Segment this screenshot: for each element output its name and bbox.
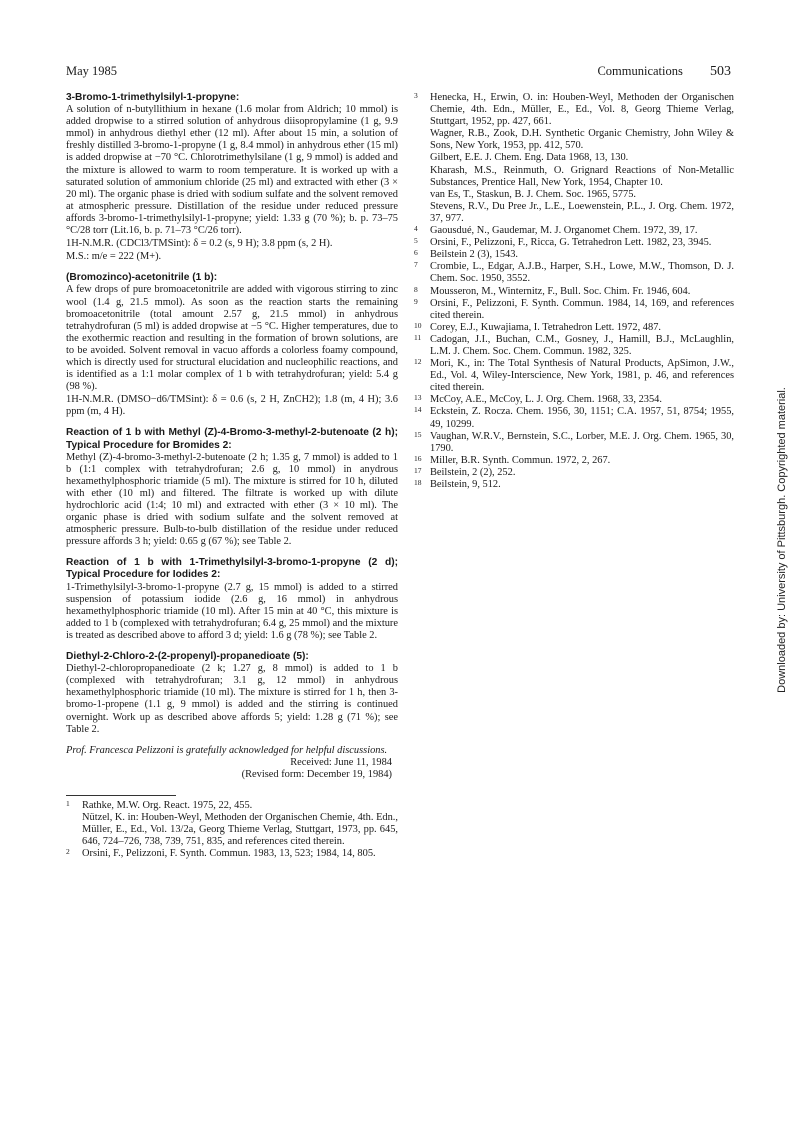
section-title: 3-Bromo-1-trimethylsilyl-1-propyne: [66,92,240,103]
reference-number: 10 [414,320,422,330]
issue-date: May 1985 [66,64,118,78]
reference-item [414,455,734,467]
footnotes [66,800,398,860]
reference-text: van Es, T., Staskun, B. J. Chem. Soc. 1965, 5775. [430,188,636,200]
reference-text: Kharash, M.S., Reinmuth, O. Grignard Reactions of Non-Metallic Substances, Prentice Hall, New York, 1954, Chapter 10. [430,164,734,188]
page-number: 503 [710,64,731,79]
procedure-section [66,92,398,263]
reference-number: 1 [66,798,70,808]
reference-number: 7 [414,260,418,270]
reference-text: Wagner, R.B., Zook, D.H. Synthetic Organic Chemistry, John Wiley & Sons, New York, 1953, pp. 412, 570. [430,128,734,152]
reference-item [414,431,734,455]
reference-number: 14 [414,405,422,415]
reference-number: 13 [414,393,422,403]
reference-text: Nützel, K. in: Houben-Weyl, Methoden der Organischen Chemie, 4th. Edn., Müller, E., Ed., Vol. 13/2a, Georg Thieme Verlag, Stuttgart, 1973, pp. 645, 646, 724–726, 738, 739, 751, 835, and references cited therein. [82,812,398,848]
reference-text: McCoy, A.E., McCoy, L. J. Org. Chem. 1968, 33, 2354. [430,394,662,406]
reference-text: Stevens, R.V., Du Pree Jr., L.E., Loewenstein, P.L., J. Org. Chem. 1972, 37, 977. [430,200,734,224]
reference-number: 18 [414,478,422,487]
spectral-data: 1H-N.M.R. (DMSO−d6/TMSint): δ = 0.6 (s, 2 H, ZnCH2); 1.8 (m, 4 H); 3.6 ppm (m, 4 H). [66,394,398,418]
reference-text: Orsini, F., Pelizzoni, F. Synth. Commun. 1984, 14, 169, and references cited therein. [430,297,734,321]
reference-item [414,237,734,249]
section-body: Diethyl-2-chloropropanedioate (2 k; 1.27 g, 8 mmol) is added to 1 b (complexed with tetrahydrofuran; 3.1 g, 12 mmol) in anhydrous hexamethylphosphoric triamide (10 ml). The mixture is stirred for 1 h, then 3-bromo-1-propene (1.1 g, 9 mmol) is added and the stirring is continued overnight. Work up as described above affords 5; yield: 1.28 g (71 %); see Table 2. [66,663,398,735]
section-title: Reaction of 1 b with 1-Trimethylsilyl-3-bromo-1-propyne (2 d); Typical Procedure for Iodides 2: [66,557,398,581]
reference-text: Eckstein, Z. Rocza. Chem. 1956, 30, 1151; C.A. 1957, 51, 8754; 1955, 49, 10299. [430,406,734,430]
acknowledgement: Prof. Francesca Pelizzoni is gratefully acknowledged for helpful discussions. [66,744,388,756]
reference-text: Gilbert, E.E. J. Chem. Eng. Data 1968, 13, 130. [430,152,629,164]
reference-item [414,467,734,479]
left-column [66,92,398,860]
reference-number: 2 [66,847,70,857]
reference-text: Mousseron, M., Winternitz, F., Bull. Soc. Chim. Fr. 1946, 604. [430,285,691,297]
reference-text: Beilstein 2 (3), 1543. [430,249,519,261]
reference-text: Henecka, H., Erwin, O. in: Houben-Weyl, Methoden der Organischen Chemie, 4th. Edn., Müller, E., Ed., Vol. 8, Georg Thieme Verlag, Stuttgart, 1952, pp. 427, 661. [430,92,734,128]
reference-number: 6 [414,248,418,258]
section-name: Communications [597,64,683,78]
reference-text: Orsini, F., Pelizzoni, F. Synth. Commun. 1983, 13, 523; 1984, 14, 805. [82,848,376,860]
reference-number: 11 [414,332,422,342]
procedure-section [66,427,398,548]
reference-text: Rathke, M.W. Org. React. 1975, 22, 455. [82,799,253,811]
section-body: 1-Trimethylsilyl-3-bromo-1-propyne (2.7 g, 15 mmol) is added to a stirred suspension of potassium iodide (2.6 g, 16 mmol) in anhydrous hexamethylphosphoric triamide (10 ml). After 15 min at 40 °C, this mixture is added to 1 b (complexed with tetrahydrofuran; 6.4 g, 25 mmol) and the mixture is treated as described above to afford 3 d; yield: 1.6 g (78 %); see Table 2. [66,581,398,641]
section-body: A solution of n-butyllithium in hexane (1.6 molar from Aldrich; 10 mmol) is added dropwise to a stirred solution of anhydrous diisopropylamine (1 g, 9.9 mmol) in anhydrous diethyl ether (12 ml). After about 15 min, a solution of freshly distilled 3-bromo-1-propyne (1 g, 8.4 mmol) in anhydrous ether (15 ml) is added dropwise at −70 °C. Chlorotrimethylsilane (1 g, 9 mmol) is added and the mixture is allowed to warm to room temperature. It is worked up with a saturated solution of ammonium chloride (25 ml) and extracted with ether (3 × 20 ml). The organic phase is dried with sodium sulfate and the solvent removed at atmospheric pressure. Distillation of the residue under reduced pressure affords 3-bromo-1-trimethylsilyl-1-propyne; yield: 1.33 g (70 %); b. p. 73–75 °C/28 torr (Lit.16, b. p. 71–73 °C/26 torr). [66,104,398,237]
reference-item [414,394,734,406]
reference-text: Gaousdué, N., Gaudemar, M. J. Organomet Chem. 1972, 39, 17. [430,225,698,237]
section-body: Methyl (Z)-4-bromo-3-methyl-2-butenoate (2 h; 1.35 g, 7 mmol) is added to 1 b (1:1 complex with tetrahydrofuran; 2.6 g, 10 mmol) in anydrous hexamethylphosphoric triamide (5 ml). The mixture is stirred for 10 h, diluted with ether (10 ml) and filtered. The filtrate is worked up with dilute hydrochloric acid (1:4; 10 ml) and extracted with ether (3 × 10 ml). The organic phase is dried with sodium sulfate and the solvent removed at atmospheric pressure. Bulb-to-bulb distillation of the residue under reduced pressure affords 3 h; yield: 0.65 g (67 %); see Table 2. [66,451,398,548]
procedure-section [66,272,398,418]
reference-item [414,286,734,298]
running-header [597,64,731,80]
reference-number: 4 [414,224,418,234]
download-notice: Downloaded by: University of Pittsburgh. Copyrighted material. [776,387,788,693]
section-title: (Bromozinco)-acetonitrile (1 b): [66,272,218,284]
reference-text: Orsini, F., Pelizzoni, F., Ricca, G. Tetrahedron Lett. 1982, 23, 3945. [430,237,712,249]
procedure-section [66,557,398,642]
reference-text: Crombie, L., Edgar, A.J.B., Harper, S.H., Lowe, M.W., Thomson, D. J. Chem. Soc. 1950, 3552. [430,261,734,285]
revised-date: (Revised form: December 19, 1984) [241,768,392,780]
reference-item [414,225,734,237]
reference-item [414,298,734,322]
spectral-data: 1H-N.M.R. (CDCl3/TMSint): δ = 0.2 (s, 9 H); 3.8 ppm (s, 2 H). [66,238,333,250]
section-body: A few drops of pure bromoacetonitrile are added with vigorous stirring to zinc wool (1.4 g, 21.5 mmol). As soon as the reaction starts the remaining bromoacetonitrile (total amount 2.57 g, 21.5 mmol) in anhydrous tetrahydrofuran (5 ml) is added dropwise at −5 °C. Higher temperatures, due to the exothermic reaction and resulting in the formation of brown solutions, are to be avoided. Solvent removal in vacuo affords a colorless foamy compound, which is directly used for structural elucidation and nucleophilic reactions, and is identified as a 1:1 molar complex of 1 b with tetrahydrofuran; yield: 5.4 g (98 %). [66,284,398,393]
reference-text: Corey, E.J., Kuwajiama, I. Tetrahedron Lett. 1972, 487. [430,321,661,333]
reference-number: 15 [414,429,422,439]
received-date: Received: June 11, 1984 [290,756,392,768]
reference-number: 16 [414,453,422,463]
reference-text: Beilstein, 2 (2), 252. [430,466,516,478]
footnote-item [66,848,398,860]
reference-item [414,479,734,491]
spectral-data: M.S.: m/e = 222 (M+). [66,251,162,263]
reference-text: Vaughan, W.R.V., Bernstein, S.C., Lorber, M.E. J. Org. Chem. 1965, 30, 1790. [430,430,734,454]
reference-text: Beilstein, 9, 512. [430,479,501,490]
reference-number: 17 [414,465,422,475]
reference-item [414,92,734,225]
procedure-section [66,651,398,736]
section-title: Diethyl-2-Chloro-2-(2-propenyl)-propanedioate (5): [66,651,309,663]
reference-item [414,249,734,261]
reference-number: 8 [414,284,418,294]
reference-item [414,261,734,285]
reference-item [414,358,734,394]
footnote-item [66,800,398,848]
reference-number: 3 [414,91,418,100]
reference-text: Cadogan, J.I., Buchan, C.M., Gosney, J., Hamill, B.J., McLaughlin, L.M. J. Chem. Soc. Chem. Commun. 1982, 325. [430,333,734,357]
reference-text: Miller, B.R. Synth. Commun. 1972, 2, 267. [430,454,611,466]
section-title: Reaction of 1 b with Methyl (Z)-4-Bromo-3-methyl-2-butenoate (2 h); Typical Procedure for Bromides 2: [66,427,398,451]
reference-number: 5 [414,236,418,246]
reference-list [414,92,734,491]
experimental-sections [66,92,398,736]
reference-text: Mori, K., in: The Total Synthesis of Natural Products, ApSimon, J.W., Ed., Vol. 4, Wiley-Interscience, New York, 1981, p. 46, and references cited therein. [430,358,734,394]
reference-number: 9 [414,296,418,306]
reference-item [414,334,734,358]
reference-item [414,322,734,334]
reference-item [414,406,734,430]
reference-number: 12 [414,357,422,367]
